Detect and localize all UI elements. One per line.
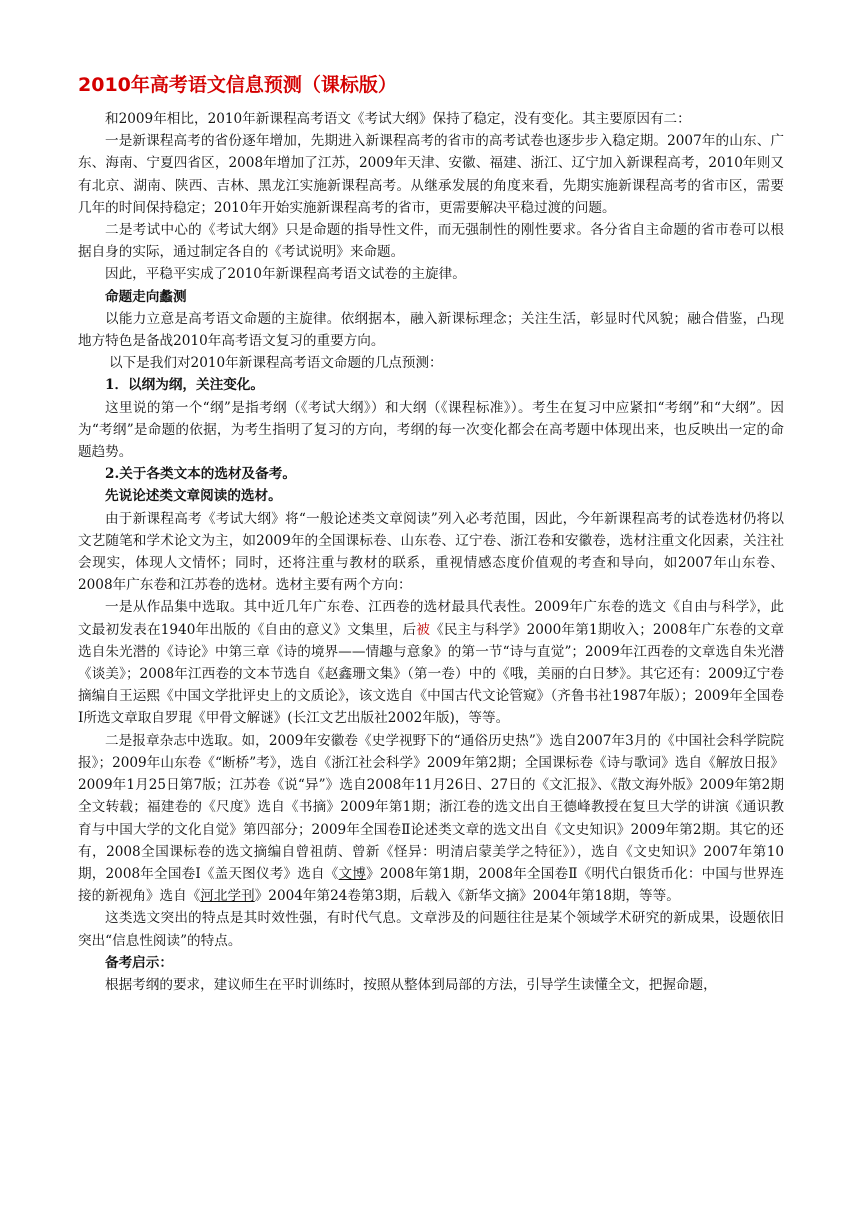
paragraph-lead: 以下是我们对2010年新课程高考语文命题的几点预测： xyxy=(109,355,443,372)
paragraph-selection: 由于新课程高考《考试大纲》将“一般论述类文章阅读”列入必考范围，因此，今年新课程高考的试卷选材仍将以文艺随笔和学术论文为主，如2009年的全国课标卷、山东卷、辽宁卷、浙江卷和安徽卷，选材注重文化因素，关注社会现实，体现人文情怀；同时，还将注重与教材的联系，重视情感态度价值观的考查和导向，如2007年山东卷、2008年广东卷和江苏卷的选材。选材主要有两个方向： xyxy=(78,510,784,594)
hyperlink-wenbo[interactable]: 文博 xyxy=(338,865,367,882)
text-run: 《民主与科学》2000年第1期收入；2008年广东卷的文章选自朱光潜的《诗论》中第三章《诗的境界——情趣与意象》的第一节“诗与直觉”；2009年江西卷的文章选自朱光潜《谈美》；2008年江西卷的文本节选自《赵鑫珊文集》（第一卷）中的《哦，美丽的白日梦》。其它还有：2009辽宁卷摘编自王运熙《中国文学批评史上的文质论》，该文选自《中国古代文论管窥》（齐鲁书社1987年版）；2009年全国卷Ⅰ所选文章取自罗琨《甲骨文解谜》(长江文艺出版社2002年版)，等等。 xyxy=(78,621,785,727)
document-title: 2010年高考语文信息预测（课标版） xyxy=(78,74,397,96)
section-heading-tips: 备考启示： xyxy=(105,954,173,971)
sub-heading-argumentative: 先说论述类文章阅读的选材。 xyxy=(105,488,282,505)
hyperlink-hebei-xuekan[interactable]: 河北学刊 xyxy=(200,888,255,905)
highlighted-text: 被 xyxy=(416,621,431,638)
paragraph-feature: 这类选文突出的特点是其时效性强，有时代气息。文章涉及的问题往往是某个领域学术研究的新成果，设题依旧突出“信息性阅读”的特点。 xyxy=(78,910,784,949)
text-run: 一是从作品集中选取。其中近几年广东卷、江西卷的选材最具代表性。2009年广东卷的选文《自由与科学》，此文最初发表在1940年出版的《自由的意义》文集里，后 xyxy=(78,599,784,638)
paragraph-intro: 和2009年相比，2010年新课程高考语文《考试大纲》保持了稳定，没有变化。其主要原因有二： xyxy=(105,111,691,127)
point-2-heading: 2.关于各类文本的选材及备考。 xyxy=(105,466,296,483)
text-run: 》2008年第1期，2008年全国卷Ⅱ《明代白银货币化：中国与世界连接的新视角》选自《 xyxy=(78,865,785,905)
paragraph-conclusion: 因此，平稳平实成了2010年新课程高考语文试卷的主旋律。 xyxy=(105,266,466,283)
paragraph-direction-2 xyxy=(78,730,784,908)
paragraph-reason-2: 二是考试中心的《考试大纲》只是命题的指导性文件，而无强制性的刚性要求。各分省自主命题的省市卷可以根据自身的实际，通过制定各自的《考试说明》来命题。 xyxy=(78,222,784,261)
paragraph-tips: 根据考纲的要求，建议师生在平时训练时，按照从整体到局部的方法，引导学生读懂全文，把握命题， xyxy=(105,976,717,993)
paragraph-point-1: 这里说的第一个“纲”是指考纲（《考试大纲》）和大纲（《课程标准》）。考生在复习中应紧扣“考纲”和“大纲”。因为“考纲”是命题的依据，为考生指明了复习的方向，考纲的每一次变化都会在高考题中体现出来，也反映出一定的命题趋势。 xyxy=(78,399,784,461)
paragraph-direction-1 xyxy=(78,596,784,729)
text-run: 二是报章杂志中选取。如，2009年安徽卷《史学视野下的“通俗历史热”》选自2007年3月的《中国社会科学院院报》；2009年山东卷《“断桥”考》，选自《浙江社会科学》2009年第2期；全国课标卷《诗与歌词》选自《解放日报》2009年1月25日第7版；江苏卷《说“异”》选自2008年11月26日、27日的《文汇报》、《散文海外版》2009年第2期全文转载；福建卷的《尺度》选自《书摘》2009年第1期；浙江卷的选文出自王德峰教授在复旦大学的讲演《通识教育与中国大学的文化自觉》第四部分；2009年全国卷Ⅱ论述类文章的选文出自《文史知识》2009年第2期。其它的还有，2008全国课标卷的选文摘编自曾祖荫、曾新《怪异：明清启蒙美学之特征》），选自《文史知识》2007年第10期，2008年全国卷Ⅰ《盖天图仪考》选自《 xyxy=(78,732,784,882)
document-page xyxy=(78,72,784,996)
paragraph-trend: 以能力立意是高考语文命题的主旋律。依纲据本，融入新课标理念；关注生活，彰显时代风貌；融合借鉴，凸现地方特色是备战2010年高考语文复习的重要方向。 xyxy=(78,310,784,350)
text-run: 》2004年第24卷第3期，后载入《新华文摘》2004年第18期，等等。 xyxy=(254,888,680,905)
point-1-heading: 1．以纲为纲，关注变化。 xyxy=(105,377,264,394)
paragraph-reason-1: 一是新课程高考的省份逐年增加，先期进入新课程高考的省市的高考试卷也逐步步入稳定期。2007年的山东、广东、海南、宁夏四省区，2008年增加了江苏，2009年天津、安徽、福建、浙江、辽宁加入新课程高考，2010年则又有北京、湖南、陕西、吉林、黑龙江实施新课程高考。从继承发展的角度来看，先期实施新课程高考的省市区，需要几年的时间保持稳定；2010年开始实施新课程高考的省市，更需要解决平稳过渡的问题。 xyxy=(78,133,784,216)
section-heading-trend: 命题走向蠡测 xyxy=(105,288,187,305)
